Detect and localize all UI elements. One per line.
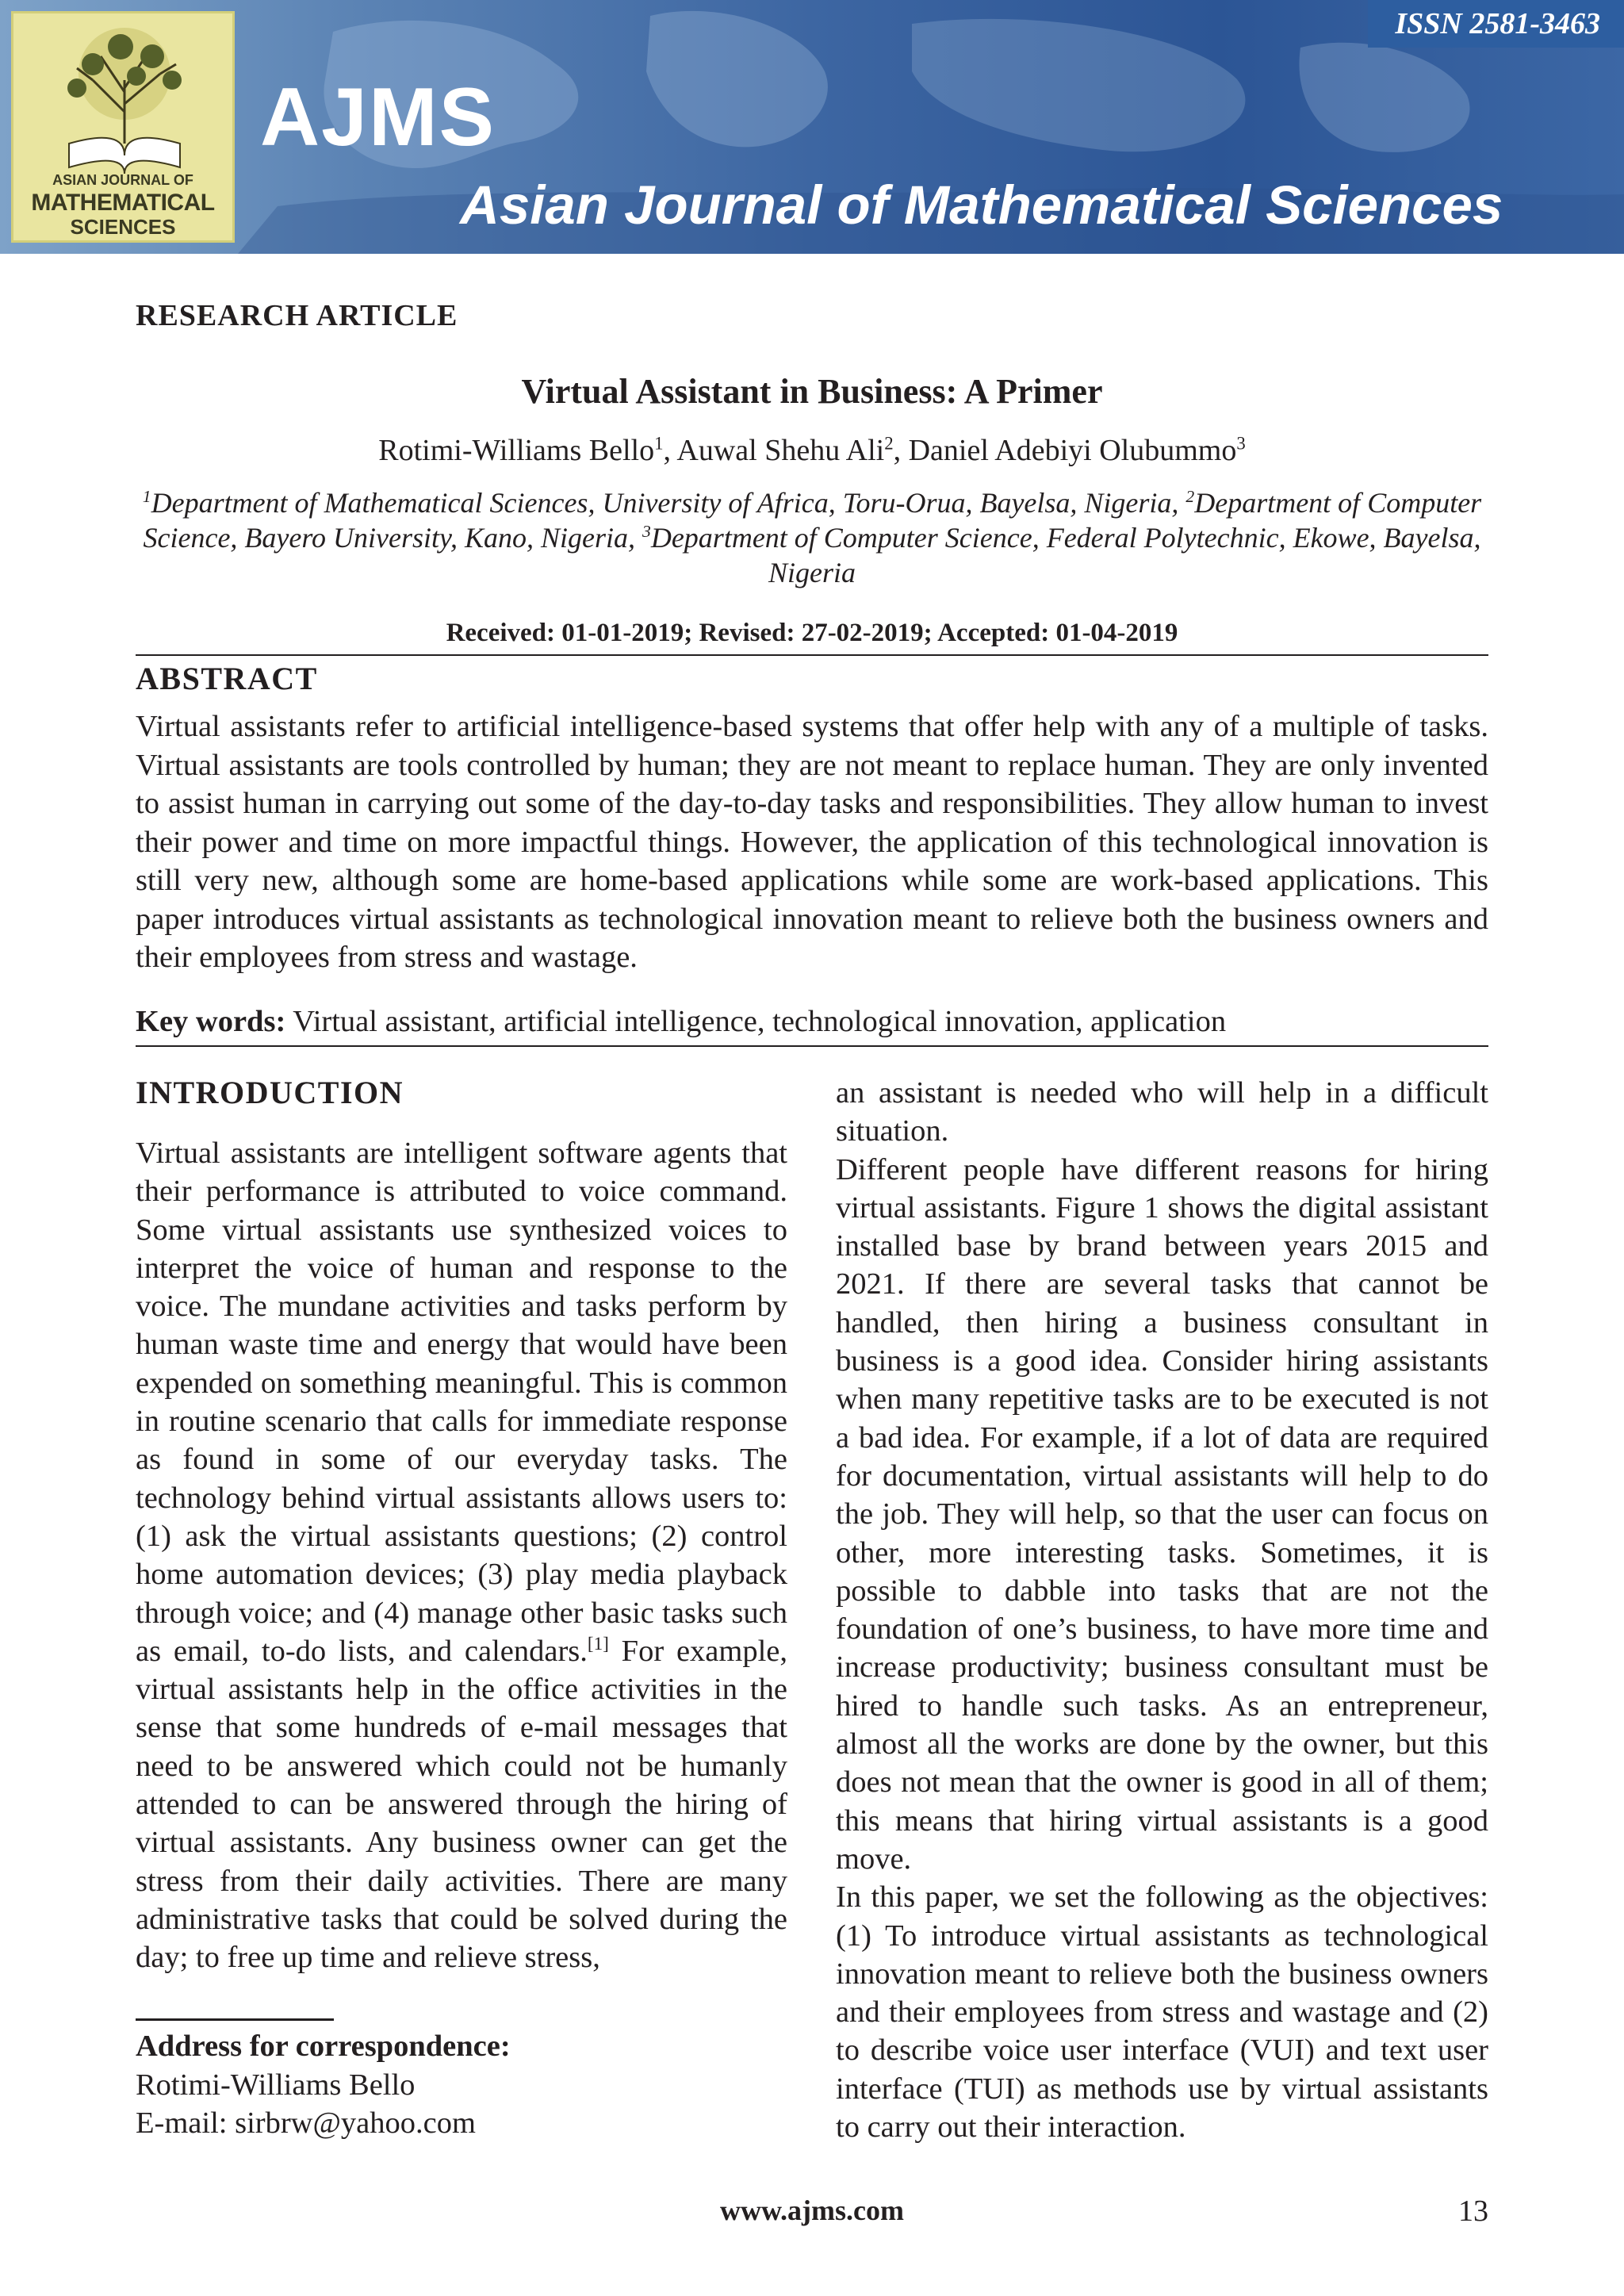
correspondence-email: E-mail: sirbrw@yahoo.com (136, 2106, 476, 2140)
intro-column-left (136, 1134, 787, 1977)
author-affiliation-mark: 1 (654, 433, 664, 454)
tree-book-icon (45, 25, 204, 175)
logo-text-line-1: ASIAN JOURNAL OF (52, 172, 193, 188)
correspondence-name: Rotimi-Williams Bello (136, 2068, 416, 2102)
intro-column-right (836, 1074, 1488, 2146)
author-affiliation-mark: 2 (884, 433, 894, 454)
intro-paragraph: In this paper, we set the following as the objectives: (1) To introduce virtual assistants as technological innovation meant to relieve both the business owners and their employees from stress and wastage and (2) to describe voice user interface (VUI) and text user interface (TUI) as methods use by virtual assistants to carry out their interaction. (836, 1880, 1488, 2145)
footnote-rule (136, 2018, 334, 2021)
author-name: Rotimi-Williams Bello (378, 434, 655, 467)
intro-text: Virtual assistants are intelligent software agents that their performance is attributed to voice command. Some virtual assistants use synthesized voices to interpret the voice of human and response to the voice. The mundane activities and tasks perform by human waste time and energy that would have been expended on something meaningful. This is common in routine scenario that calls for immediate response as found in some of our everyday tasks. The technology behind virtual assistants allows users to: (1) ask the virtual assistants questions; (2) control home automation devices; (3) play media playback through voice; and (4) manage other basic tasks such as email, to-do lists, and calendars. (136, 1137, 787, 1668)
correspondence-heading: Address for correspondence: (136, 2030, 511, 2063)
journal-website: www.ajms.com (720, 2194, 904, 2226)
author-list (0, 433, 1624, 468)
abstract-heading: ABSTRACT (136, 661, 318, 696)
intro-paragraph: an assistant is needed who will help in a difficult situation. (836, 1076, 1488, 1148)
affiliation-mark: 3 (642, 522, 651, 541)
page-number: 13 (1458, 2194, 1488, 2228)
article-title: Virtual Assistant in Business: A Primer (521, 372, 1103, 411)
journal-banner (0, 0, 1624, 254)
submission-dates: Received: 01-01-2019; Revised: 27-02-2019; Accepted: 01-04-2019 (446, 619, 1178, 647)
intro-paragraph (136, 1134, 787, 1977)
author-separator: , (893, 434, 909, 467)
keywords-list: Virtual assistant, artificial intelligence, technological innovation, application (285, 1005, 1227, 1038)
divider-rule (136, 654, 1488, 656)
article-type: RESEARCH ARTICLE (136, 299, 458, 332)
intro-paragraph: Different people have different reasons for hiring virtual assistants. Figure 1 shows the digital assistant installed base by brand between years 2015 and 2021. If there are several tasks that cannot be handled, then hiring a business consultant in business is a good idea. Consider hiring assistants when many repetitive tasks are to be executed is not a bad idea. For example, if a lot of data are required for documentation, virtual assistants will help to do the job. They will help, so that the user can focus on other, more interesting tasks. Sometimes, it is possible to dabble into tasks that are not the foundation of one’s business, to have more time and increase productivity; business consultant must be hired to handle such tasks. As an entrepreneur, almost all the works are done by the owner, but this does not mean that the owner is good in all of them; this means that hiring virtual assistants is a good move. (836, 1152, 1488, 1876)
affiliation-mark: 2 (1185, 487, 1195, 506)
affiliation-text: Department of Computer Science, Federal Polytechnic, Ekowe, Bayelsa, Nigeria (650, 522, 1481, 588)
introduction-heading: INTRODUCTION (136, 1075, 404, 1110)
intro-text: For example, virtual assistants help in the office activities in the sense that some hundreds of e-mail messages that need to be answered which could not be humanly attended to can be answered through the hiring of virtual assistants. Any business owner can get the stress from their daily activities. There are many administrative tasks that could be solved during the day; to free up time and relieve stress, (136, 1634, 788, 1975)
keywords-label: Key words: (136, 1005, 286, 1038)
author-affiliation-mark: 3 (1236, 433, 1246, 454)
journal-name: Asian Journal of Mathematical Sciences (460, 174, 1503, 236)
divider-rule (136, 1045, 1488, 1047)
journal-abbreviation: AJMS (260, 71, 496, 163)
citation-ref: [1] (587, 1633, 609, 1654)
author-name: Auwal Shehu Ali (676, 434, 885, 467)
affiliations (136, 485, 1488, 590)
issn-badge: ISSN 2581-3463 (1368, 0, 1624, 48)
affiliation-text: Department of Computer Science, Bayero University, Kano, Nigeria, (143, 487, 1482, 554)
logo-text-line-2: MATHEMATICAL (31, 190, 215, 216)
logo-text-line-3: SCIENCES (70, 215, 176, 239)
affiliation-mark: 1 (142, 487, 151, 506)
author-separator: , (663, 434, 677, 467)
keywords (136, 1002, 1488, 1041)
author-name: Daniel Adebiyi Olubummo (908, 434, 1237, 467)
affiliation-text: Department of Mathematical Sciences, University of Africa, Toru-Orua, Bayelsa, Nigeria, (151, 487, 1186, 519)
correspondence-block (136, 2027, 511, 2143)
journal-logo (11, 11, 235, 243)
abstract-text: Virtual assistants refer to artificial intelligence-based systems that offer help with any of a multiple of tasks. Virtual assistants are tools controlled by human; they are not meant to replace human. They are only invented to assist human in carrying out some of the day-to-day tasks and responsibilities. They allow human to invest their power and time on more impactful things. However, the application of this technological innovation is still very new, although some are home-based applications while some are work-based applications. This paper introduces virtual assistants as technological innovation meant to relieve both the business owners and their employees from stress and wastage. (136, 710, 1488, 974)
